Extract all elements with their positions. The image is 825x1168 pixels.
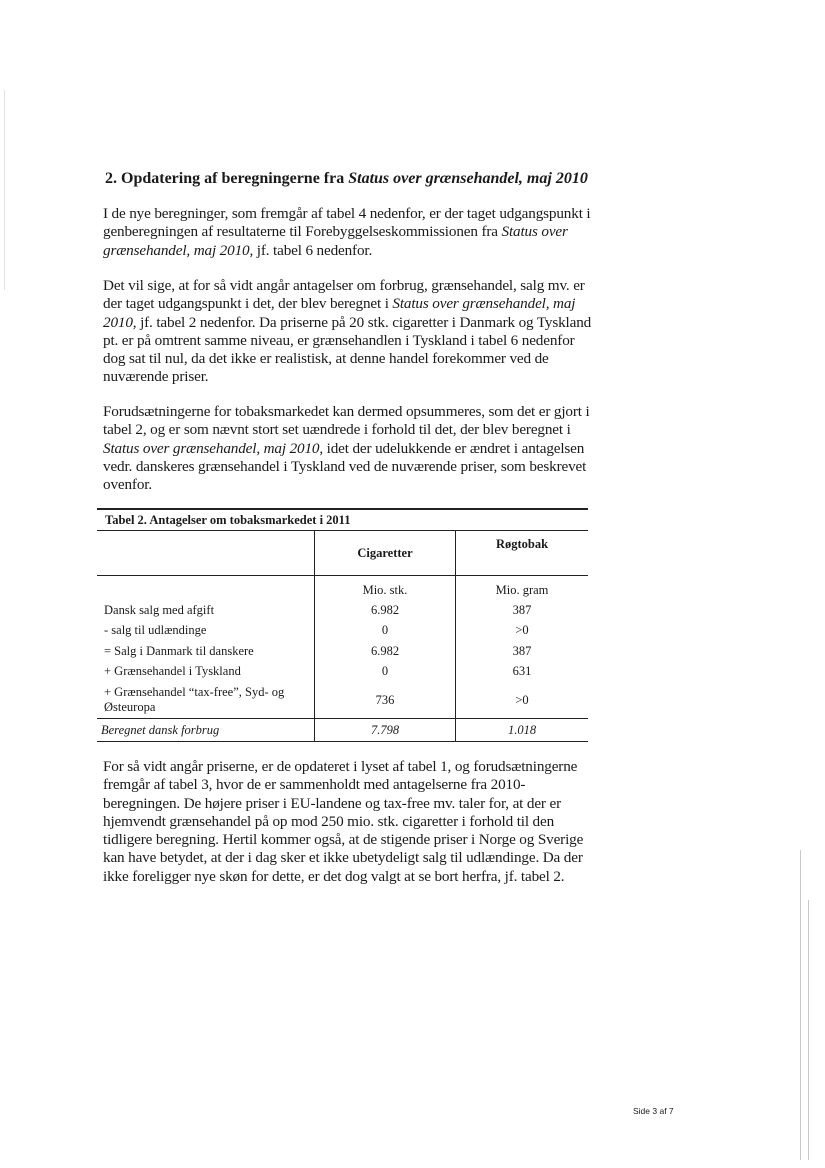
row-cig-value: 0 [315, 662, 456, 683]
row-label: + Grænsehandel “tax-free”, Syd- og Østeuropa [104, 685, 285, 714]
header-cigaretter: Cigaretter [315, 531, 456, 576]
row-rog-value: 631 [512, 664, 532, 679]
row-cig-value: 736 [315, 682, 456, 719]
row-cig-value: 0 [315, 621, 456, 642]
p3-citation: Status over grænsehandel, maj 2010 [103, 439, 320, 457]
section-heading [105, 170, 705, 188]
header-rogtobak: Røgtobak [456, 531, 589, 576]
scan-artifact-line [4, 90, 5, 290]
row-label: Dansk salg med afgift [104, 602, 215, 617]
table-row [97, 641, 588, 662]
table-title: Tabel 2. Antagelser om tobaksmarkedet i 2011 [97, 508, 588, 531]
row-label: + Grænsehandel i Tyskland [104, 664, 241, 679]
scan-artifact-line [808, 900, 809, 1160]
table-header-row [97, 531, 588, 576]
paragraph-2 [103, 277, 595, 387]
unit-cigaretter: Mio. stk. [315, 576, 456, 601]
p1-text-b: , jf. tabel 6 nedenfor. [249, 241, 373, 259]
p2-text-b: , jf. tabel 2 nedenfor. Da priserne på 20 stk. cigaretter i Danmark og Tyskland pt. er på omtrent samme niveau, er grænsehandlen i Tyskland i tabel 6 nedenfor dog sat til nul, da det ikke er realistisk, at denne handel forekommer ved de nuværende priser. [103, 313, 592, 386]
table-row [97, 621, 588, 642]
p3-text-b: , idet der udelukkende er ændret i antagelsen vedr. danskeres grænsehandel i Tyskland ved de nuværende priser, som beskrevet ovenfor. [103, 439, 587, 494]
heading-italic-title: Status over grænsehandel, maj 2010 [348, 170, 588, 187]
table-units-row [97, 576, 588, 601]
total-label: Beregnet dansk forbrug [97, 719, 315, 742]
p1-text-a: I de nye beregninger, som fremgår af tabel 4 nedenfor, er der taget udgangspunkt i genberegningen af resultaterne til Forebyggelseskommissionen fra [103, 205, 591, 241]
tobacco-market-table [97, 508, 588, 742]
row-rog-value: >0 [515, 623, 529, 638]
page-number: Side 3 af 7 [633, 1106, 674, 1116]
row-label: - salg til udlændinge [104, 623, 207, 638]
row-rog-value: >0 [515, 692, 529, 707]
heading-text: 2. Opdatering af beregningerne fra [105, 170, 349, 187]
row-rog-value: 387 [512, 602, 532, 617]
paragraph-3 [103, 403, 595, 494]
paragraph-1 [103, 205, 595, 260]
row-cig-value: 6.982 [315, 641, 456, 662]
table-row [97, 662, 588, 683]
table-row [97, 682, 588, 719]
p3-text-a: Forudsætningerne for tobaksmarkedet kan dermed opsummeres, som det er gjort i tabel 2, og er som nævnt stort set uændrede i forhold til det, der blev beregnet i [103, 403, 590, 439]
unit-rogtobak: Mio. gram [495, 583, 549, 597]
row-cig-value: 6.982 [315, 600, 456, 621]
table-total-row [97, 719, 588, 742]
paragraph-4: For så vidt angår priserne, er de opdateret i lyset af tabel 1, og forudsætningerne fremgår af tabel 3, hvor de er sammenholdt med antagelserne fra 2010-beregningen. De højere priser i EU-landene og tax-free mv. taler for, at der er hjemvendt grænsehandel på op mod 250 mio. stk. cigaretter i forhold til den tidligere beregning. Hertil kommer også, at de stigende priser i Norge og Sverige kan have betydet, at der i dag sker et ikke ubetydeligt salg til udlændinge. Da der ikke foreligger nye skøn for dette, er det dog valgt at se bort herfra, jf. tabel 2. [103, 758, 584, 885]
p1-citation: Status over grænsehandel, maj 2010 [103, 223, 568, 259]
table-row [97, 600, 588, 621]
row-rog-value: 387 [512, 643, 532, 658]
total-cig-value: 7.798 [315, 719, 456, 742]
total-rog-value: 1.018 [456, 719, 589, 742]
header-empty [97, 531, 315, 576]
units-empty [97, 576, 315, 601]
p2-citation: Status over grænsehandel, maj 2010 [103, 295, 576, 331]
table-grid [97, 531, 588, 742]
row-label: = Salg i Danmark til danskere [104, 643, 254, 658]
p2-text-a: Det vil sige, at for så vidt angår antagelser om forbrug, grænsehandel, salg mv. er der taget udgangspunkt i det, der blev beregnet i [103, 277, 585, 313]
scan-artifact-line [800, 850, 801, 1160]
